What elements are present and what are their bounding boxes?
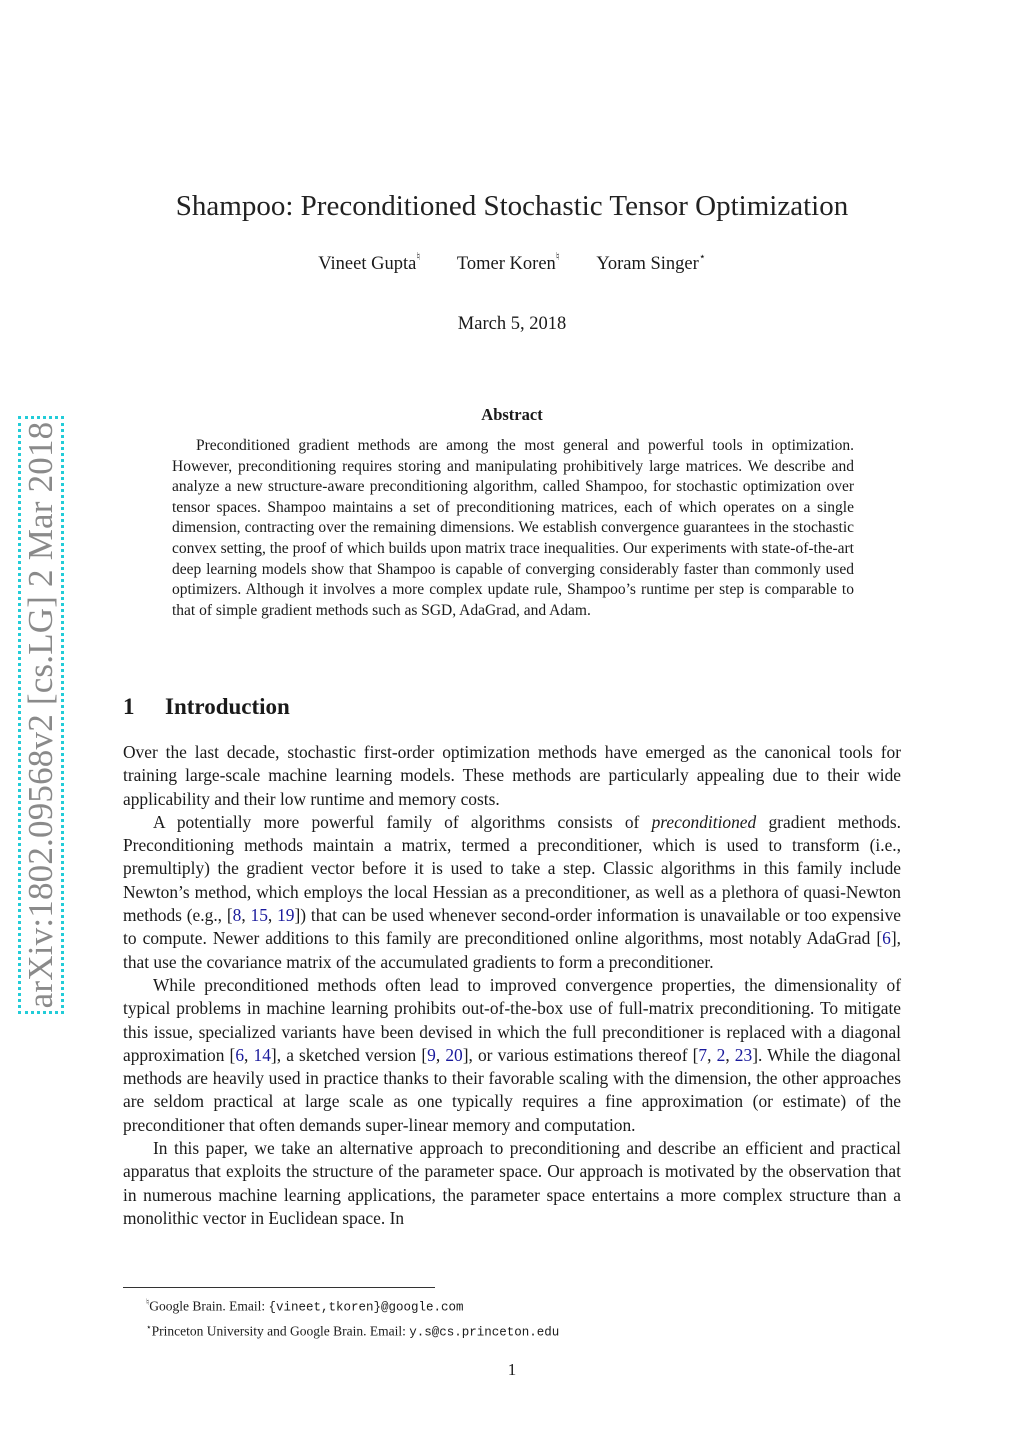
- paragraph: In this paper, we take an alternative approach to preconditioning and describe an efficient and practical apparatus that exploits the structure of the parameter space. Our approach is motivated by the observation that in numerous machine learning applications, the parameter space entertains a more complex structure than a monolithic vector in Euclidean space. In: [123, 1138, 901, 1228]
- page-number: 1: [507, 1360, 517, 1379]
- footnote-divider: [123, 1287, 435, 1288]
- paragraph: Over the last decade, stochastic first-order optimization methods have emerged as the canonical tools for training large-scale machine learning models. These methods are particularly appealing due to their wide applicability and their low runtime and memory costs.: [123, 742, 901, 809]
- introduction-body: [123, 741, 901, 1230]
- footnotes: [146, 1293, 559, 1343]
- citation-link[interactable]: 6: [882, 928, 891, 949]
- citation-link[interactable]: 23: [734, 1044, 753, 1065]
- citation-link[interactable]: 14: [253, 1044, 271, 1065]
- author: Tomer Koren♮: [456, 251, 560, 275]
- author: Vineet Gupta♮: [318, 251, 421, 275]
- arxiv-identifier[interactable]: arXiv:1802.09568v2 [cs.LG] 2 Mar 2018: [21, 421, 60, 1009]
- email-address: y.s@cs.princeton.edu: [409, 1325, 560, 1340]
- citation-link[interactable]: 6: [235, 1044, 245, 1065]
- email-address: {vineet,tkoren}@google.com: [268, 1300, 464, 1315]
- citation-link[interactable]: 20: [445, 1044, 463, 1065]
- section-number: 1: [123, 694, 135, 719]
- citation-link[interactable]: 8: [232, 905, 242, 926]
- footnote: ♮Google Brain. Email: {vineet,tkoren}@google.com: [146, 1297, 464, 1315]
- author: Yoram Singer⋆: [596, 251, 706, 275]
- section-title: Introduction: [165, 694, 290, 719]
- author-list: [0, 252, 1024, 275]
- citation-link[interactable]: 9: [427, 1044, 436, 1065]
- paragraph: A potentially more powerful family of algorithms consists of preconditioned gradient methods. Preconditioning methods maintain a matrix, termed a preconditioner, which is used to transform (i.e., premultiply) the gradient vector before it is used to take a step. Classic algorithms in this family include Newton’s method, which employs the local Hessian as a preconditioner, as well as a plethora of quasi-Newton methods (e.g., [8, 15, 19]) that can be used whenever second-order information is unavailable or too expensive to compute. Newer additions to this family are preconditioned online algorithms, most notably AdaGrad [6], that use the covariance matrix of the accumulated gradients to form a preconditioner.: [123, 811, 902, 972]
- abstract-heading: Abstract: [481, 405, 543, 424]
- footnote: ⋆Princeton University and Google Brain. Email: y.s@cs.princeton.edu: [146, 1322, 560, 1340]
- paper-date: March 5, 2018: [457, 314, 567, 334]
- paragraph: While preconditioned methods often lead to improved convergence properties, the dimensionality of typical problems in machine learning prohibits out-of-the-box use of full-matrix preconditioning. To mitigate this issue, specialized variants have been devised in which the full preconditioner is replaced with a diagonal approximation [6, 14], a sketched version [9, 20], or various estimations thereof [7, 2, 23]. While the diagonal methods are heavily used in practice thanks to their favorable scaling with the dimension, the other approaches are seldom practical at large scale as one typically requires a fine approximation (or estimate) of the preconditioner that often demands super-linear memory and computation.: [123, 974, 902, 1135]
- citation-link[interactable]: 15: [250, 905, 268, 926]
- abstract-text: Preconditioned gradient methods are among the most general and powerful tools in optimization. However, preconditioning requires storing and manipulating prohibitively large matrices. We describe and analyze a new structure-aware preconditioning algorithm, called Shampoo, for stochastic optimization over tensor spaces. Shampoo maintains a set of preconditioning matrices, each of which operates on a single dimension, contracting over the remaining dimensions. We establish convergence guarantees in the stochastic convex setting, the proof of which builds upon matrix trace inequalities. Our experiments with state-of-the-art deep learning models show that Shampoo is capable of converging considerably faster than commonly used optimizers. Although it involves a more complex update rule, Shampoo’s runtime per step is comparable to that of simple gradient methods such as SGD, AdaGrad, and Adam.: [172, 437, 854, 619]
- citation-link[interactable]: 19: [277, 905, 295, 926]
- citation-link[interactable]: 2: [716, 1044, 726, 1065]
- paper-title: Shampoo: Preconditioned Stochastic Tensor Optimization: [175, 190, 849, 222]
- section-heading: [123, 694, 290, 720]
- citation-link[interactable]: 7: [698, 1044, 708, 1065]
